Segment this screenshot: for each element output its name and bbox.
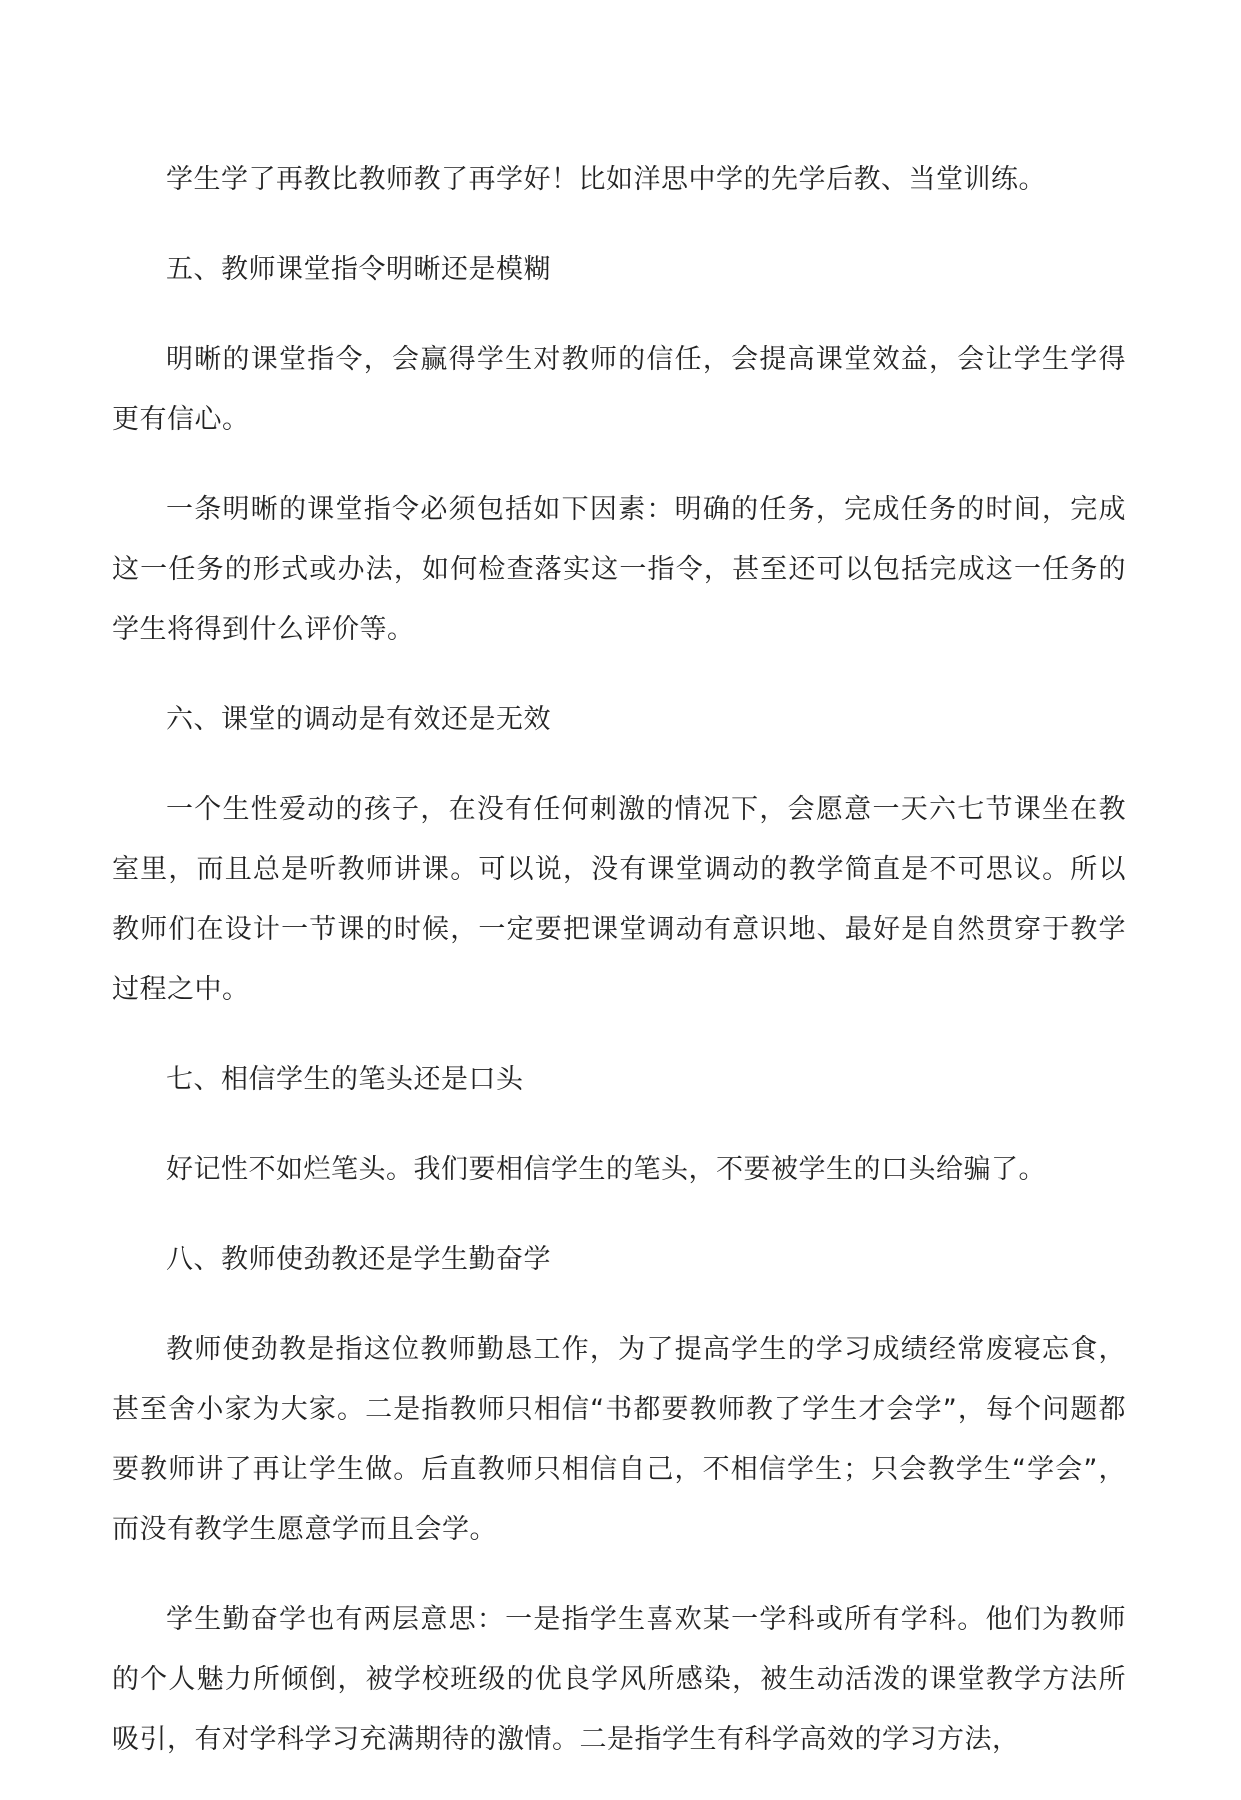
section-heading-8: 八、教师使劲教还是学生勤奋学 <box>166 1244 551 1275</box>
section-heading-7: 七、相信学生的笔头还是口头 <box>166 1064 524 1095</box>
document-body <box>112 150 1126 1800</box>
paragraph-intro: 学生学了再教比教师教了再学好！比如洋思中学的先学后教、当堂训练。 <box>166 164 1046 195</box>
paragraph: 教师使劲教是指这位教师勤恳工作，为了提高学生的学习成绩经常废寝忘食，甚至舍小家为大家。二是指教师只相信“书都要教师教了学生才会学”，每个问题都要教师讲了再让学生做。后直教师只相信自己，不相信学生；只会教学生“学会”，而没有教学生愿意学而且会学。 <box>112 1334 1126 1545</box>
paragraph: 一个生性爱动的孩子，在没有任何刺激的情况下，会愿意一天六七节课坐在教室里，而且总是听教师讲课。可以说，没有课堂调动的教学简直是不可思议。所以教师们在设计一节课的时候，一定要把课堂调动有意识地、最好是自然贯穿于教学过程之中。 <box>112 794 1126 1005</box>
paragraph: 好记性不如烂笔头。我们要相信学生的笔头，不要被学生的口头给骗了。 <box>166 1154 1046 1185</box>
section-heading-5: 五、教师课堂指令明晰还是模糊 <box>166 254 551 285</box>
paragraph: 学生勤奋学也有两层意思：一是指学生喜欢某一学科或所有学科。他们为教师的个人魅力所倾倒，被学校班级的优良学风所感染，被生动活泼的课堂教学方法所吸引，有对学科学习充满期待的激情。二是指学生有科学高效的学习方法， <box>112 1604 1126 1755</box>
section-heading-6: 六、课堂的调动是有效还是无效 <box>166 704 551 735</box>
paragraph: 明晰的课堂指令，会赢得学生对教师的信任，会提高课堂效益，会让学生学得更有信心。 <box>112 344 1126 435</box>
paragraph: 一条明晰的课堂指令必须包括如下因素：明确的任务，完成任务的时间，完成这一任务的形式或办法，如何检查落实这一指令，甚至还可以包括完成这一任务的学生将得到什么评价等。 <box>112 494 1126 645</box>
